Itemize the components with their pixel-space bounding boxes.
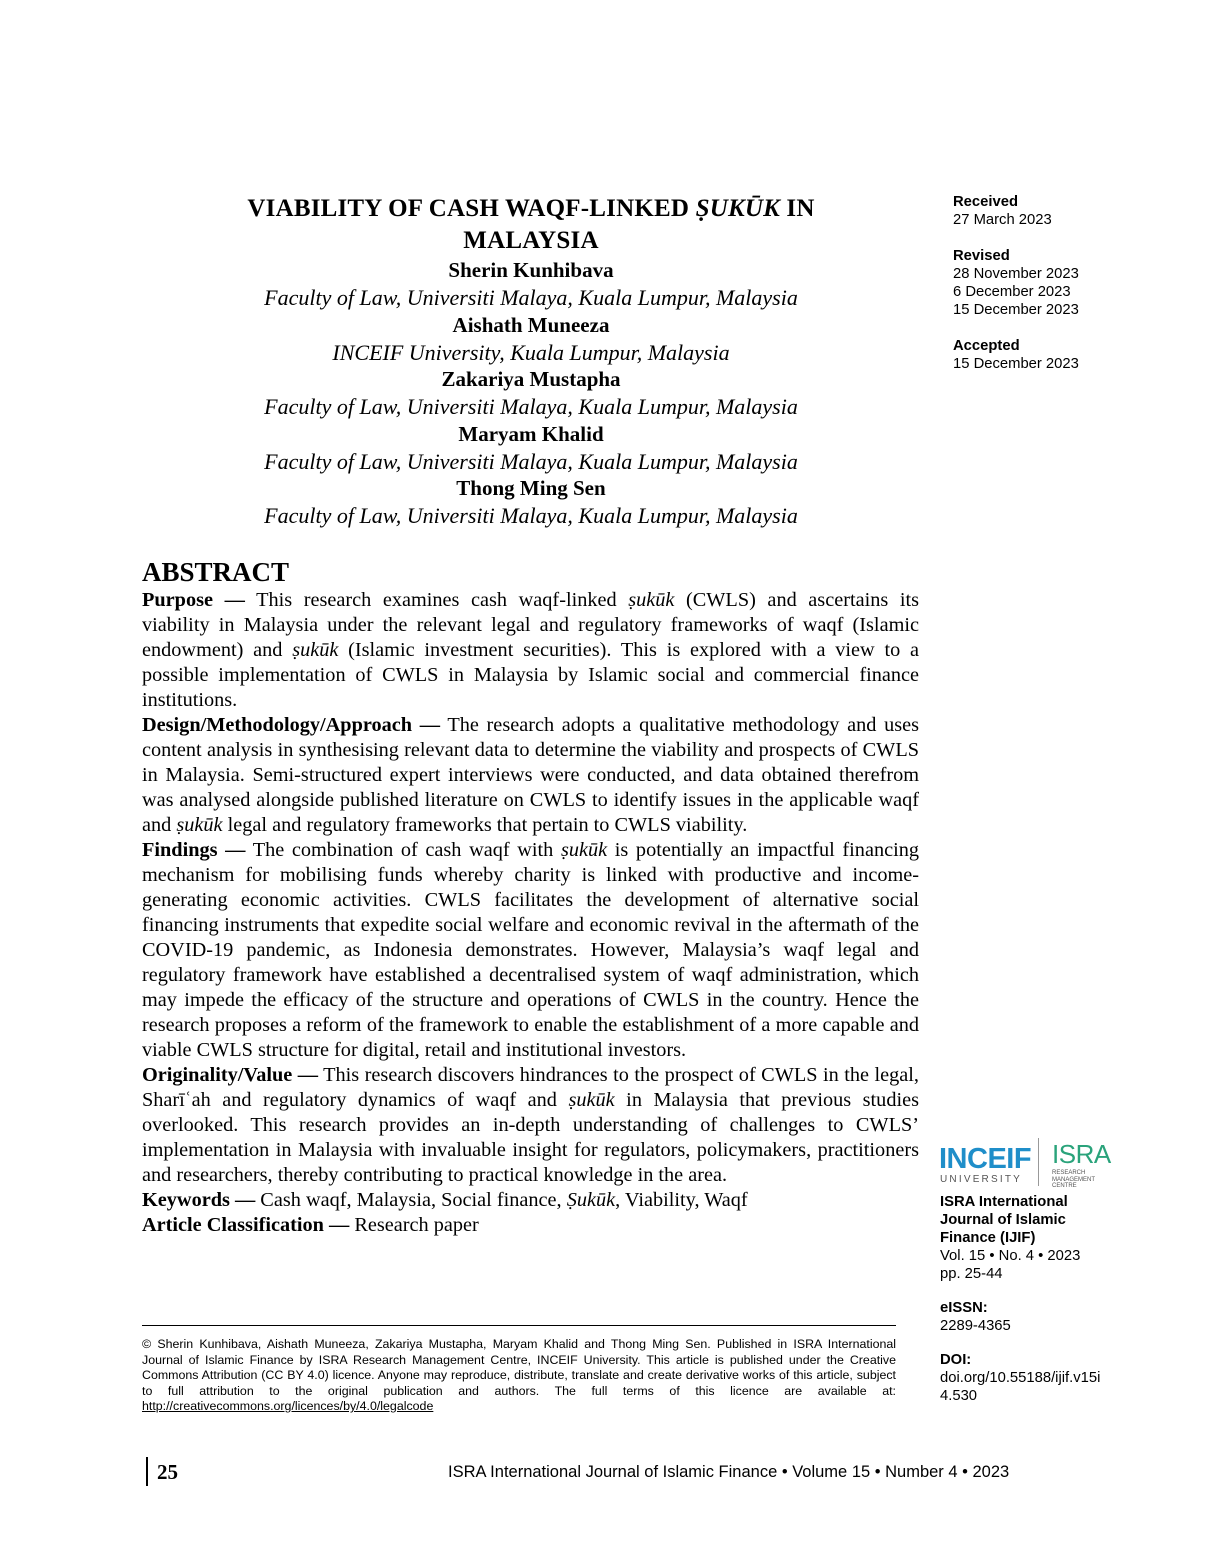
accepted-group bbox=[953, 337, 1183, 373]
received-group bbox=[953, 193, 1183, 229]
article-header bbox=[142, 193, 920, 530]
journal-pages: pp. 25-44 bbox=[940, 1266, 1003, 1282]
eissn-value: 2289-4365 bbox=[940, 1318, 1011, 1334]
abstract-findings: Findings — The combination of cash waqf with ṣukūk is potentially an impactful financing mechanism for mobilising funds whereby charity is linked with productive and income-generating economic activities. CWLS facilitates the development of alternative social financing instruments that expedite social welfare and economic revival in the aftermath of the COVID-19 pandemic, as Indonesia demonstrates. However, Malaysia’s waqf legal and regulatory framework have established a decentralised system of waqf administration, which may impede the efficacy of the structure and operations of CWLS in the country. Hence the research proposes a reform of the framework to enable the establishment of a more capable and viable CWLS structure for digital, retail and institutional investors. bbox=[142, 839, 920, 1061]
publisher-logos bbox=[939, 1138, 1119, 1188]
article-title: VIABILITY OF CASH WAQF-LINKED ṢUKŪK IN MALAYSIA bbox=[247, 195, 815, 254]
author-name: Maryam Khalid bbox=[458, 421, 604, 446]
author-name: Aishath Muneeza bbox=[452, 312, 610, 337]
eissn-label: eISSN: bbox=[940, 1300, 988, 1316]
journal-volume: Vol. 15 • No. 4 • 2023 bbox=[940, 1248, 1081, 1264]
footnote-divider bbox=[142, 1325, 896, 1326]
inceif-logo: INCEIF UNIVERSITY bbox=[939, 1143, 1032, 1185]
running-footer: ISRA International Journal of Islamic Finance • Volume 15 • Number 4 • 2023 bbox=[448, 1463, 1010, 1481]
abstract-section bbox=[142, 556, 919, 1238]
author-affiliation: Faculty of Law, Universiti Malaya, Kuala Lumpur, Malaysia bbox=[264, 285, 798, 310]
abstract-originality: Originality/Value — This research discovers hindrances to the prospect of CWLS in the legal, Sharīʿah and regulatory dynamics of waqf and ṣukūk in Malaysia that previous studies overlooked. This research provides an in-depth understanding of challenges to CWLS’ implementation in Malaysia with invaluable insight for regulators, policymakers, practitioners and researchers, thereby contributing to practical knowledge in the area. bbox=[142, 1064, 919, 1186]
copyright-footnote: © Sherin Kunhibava, Aishath Muneeza, Zakariya Mustapha, Maryam Khalid and Thong Ming Sen. Published in ISRA International Journal of Islamic Finance by ISRA Research Management Centre, INCEIF University. This article is published under the Creative Commons Attribution (CC BY 4.0) licence. Anyone may reproduce, distribute, translate and create derivative works of this article, subject to full attribution to the original publication and authors. The full terms of this licence are available at: http://creativecommons.org/licences/by/4.0/legalcode bbox=[142, 1337, 896, 1413]
abstract-design: Design/Methodology/Approach — The research adopts a qualitative methodology and uses content analysis in synthesising relevant data to determine the viability and prospects of CWLS in Malaysia. Semi-structured expert interviews were conducted, and data obtained therefrom was analysed alongside published literature on CWLS to identify issues in the applicable waqf and ṣukūk legal and regulatory frameworks that pertain to CWLS viability. bbox=[142, 714, 919, 836]
page-number: 25 bbox=[157, 1460, 178, 1484]
abstract-classification: Article Classification — Research paper bbox=[142, 1214, 479, 1236]
journal-name: Journal of Islamic bbox=[940, 1212, 1066, 1228]
revised-group bbox=[953, 247, 1183, 319]
doi-value[interactable]: 4.530 bbox=[940, 1388, 978, 1404]
article-dates bbox=[953, 193, 1183, 391]
licence-link[interactable]: http://creativecommons.org/licences/by/4.0/legalcode bbox=[142, 1399, 434, 1413]
author-affiliation: Faculty of Law, Universiti Malaya, Kuala Lumpur, Malaysia bbox=[264, 394, 798, 419]
received-date: 27 March 2023 bbox=[953, 212, 1052, 228]
revised-label: Revised bbox=[953, 248, 1010, 264]
journal-name: ISRA International bbox=[940, 1194, 1068, 1210]
author-affiliation: Faculty of Law, Universiti Malaya, Kuala Lumpur, Malaysia bbox=[264, 503, 798, 528]
accepted-label: Accepted bbox=[953, 338, 1020, 354]
abstract-purpose: Purpose — This research examines cash waqf-linked ṣukūk (CWLS) and ascertains its viability in Malaysia under the relevant legal and regulatory frameworks of waqf (Islamic endowment) and ṣukūk (Islamic investment securities). This is explored with a view to a possible implementation of CWLS in Malaysia by Islamic social and commercial finance institutions. bbox=[142, 589, 920, 711]
journal-info bbox=[940, 1193, 1140, 1421]
journal-citation bbox=[940, 1193, 1140, 1283]
author-affiliation: INCEIF University, Kuala Lumpur, Malaysia bbox=[332, 339, 730, 365]
doi-value[interactable]: doi.org/10.55188/ijif.v15i bbox=[940, 1370, 1101, 1386]
journal-name: Finance (IJIF) bbox=[940, 1230, 1036, 1246]
doi-label: DOI: bbox=[940, 1352, 972, 1368]
logo-divider bbox=[1038, 1138, 1039, 1186]
author-name: Zakariya Mustapha bbox=[441, 367, 621, 391]
abstract-keywords: Keywords — Cash waqf, Malaysia, Social finance, Ṣukūk, Viability, Waqf bbox=[142, 1189, 748, 1211]
received-label: Received bbox=[953, 194, 1018, 210]
revised-date: 6 December 2023 bbox=[953, 284, 1071, 300]
isra-logo: ISRA RESEARCH MANAGEMENT CENTRE bbox=[1052, 1139, 1111, 1189]
revised-date: 15 December 2023 bbox=[953, 302, 1079, 318]
abstract-heading: ABSTRACT bbox=[142, 557, 290, 587]
author-affiliation: Faculty of Law, Universiti Malaya, Kuala Lumpur, Malaysia bbox=[264, 448, 798, 474]
eissn-block bbox=[940, 1299, 1140, 1335]
author-name: Sherin Kunhibava bbox=[448, 258, 614, 282]
doi-block bbox=[940, 1351, 1140, 1405]
page-number-bar bbox=[146, 1457, 148, 1486]
revised-date: 28 November 2023 bbox=[953, 266, 1079, 282]
accepted-date: 15 December 2023 bbox=[953, 356, 1079, 372]
author-name: Thong Ming Sen bbox=[456, 476, 606, 500]
